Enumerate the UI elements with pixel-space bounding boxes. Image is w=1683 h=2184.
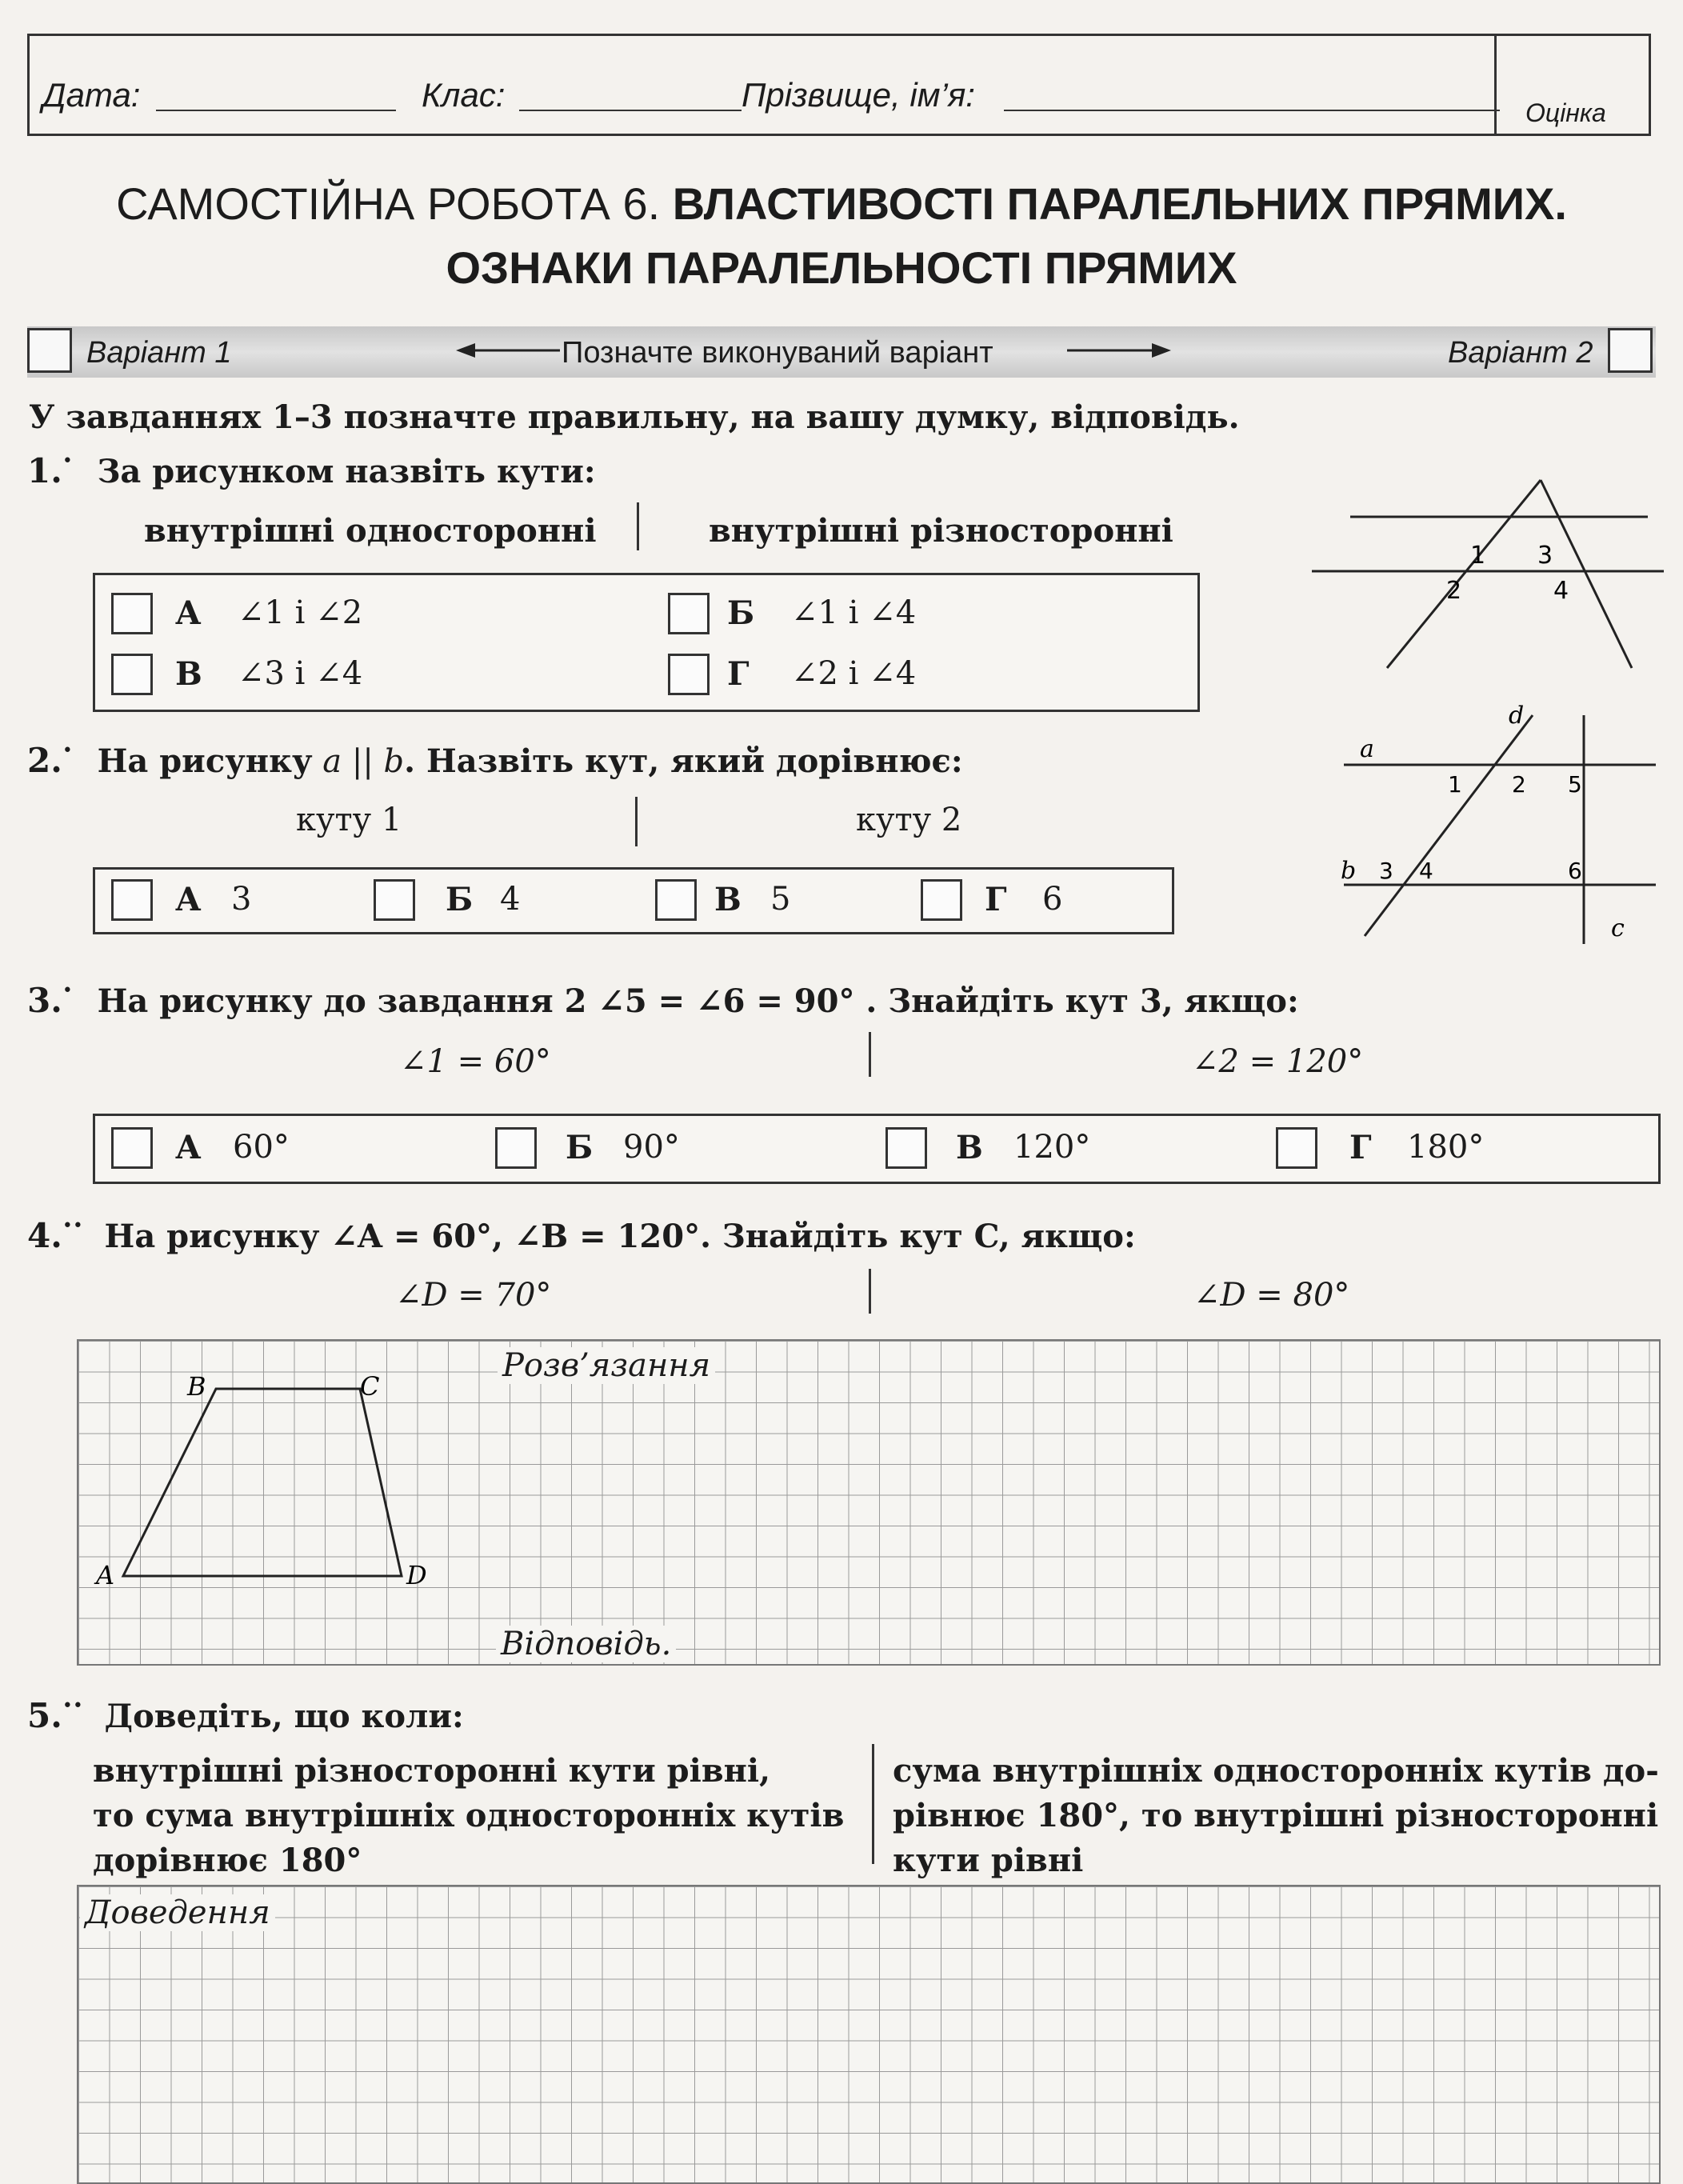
q1-label-2: 2 <box>1446 577 1462 605</box>
q2-label-5: 5 <box>1568 771 1582 798</box>
q3-option-a-letter: А <box>175 1129 202 1166</box>
q1-option-a-letter: А <box>175 594 202 632</box>
arrow-right-icon <box>1067 341 1171 360</box>
q5-variant-2-line-1: сума внутрішніх односторонніх кутів до- <box>893 1752 1659 1790</box>
variant-2-checkbox[interactable] <box>1608 328 1653 373</box>
q4-text: На рисунку ∠A = 60°, ∠B = 120°. Знайдіть кут C, якщо: <box>104 1218 1136 1255</box>
q2-label-6: 6 <box>1568 858 1582 884</box>
q3-option-a-checkbox[interactable] <box>111 1127 153 1169</box>
date-label: Дата: <box>42 76 141 114</box>
q5-proof-label: Доведення <box>80 1894 275 1931</box>
q3-text: На рисунку до завдання 2 ∠5 = ∠6 = 90° . Знайдіть кут 3, якщо: <box>97 982 1299 1020</box>
q5-number: 5. <box>27 1696 62 1735</box>
date-field[interactable] <box>156 110 396 111</box>
q3-option-a-text: 60° <box>233 1129 290 1166</box>
q1-separator <box>637 502 639 550</box>
q5-proof-grid[interactable] <box>77 1885 1661 2184</box>
variant-1-checkbox[interactable] <box>27 328 72 373</box>
q3-number: 3. <box>27 981 62 1020</box>
q3-options <box>93 1114 1661 1184</box>
variant-instruction: Позначте виконуваний варіант <box>562 336 993 370</box>
q2-option-c-letter: В <box>714 881 742 918</box>
q2-option-a-checkbox[interactable] <box>111 879 153 921</box>
title-prefix: САМОСТІЙНА РОБОТА 6. <box>116 178 661 229</box>
q5-variant-1-line-3: дорівнює 180° <box>93 1842 362 1879</box>
header-box <box>27 34 1651 136</box>
q4-label-d: D <box>406 1560 427 1590</box>
q4-label-a: A <box>96 1560 115 1590</box>
q2-options <box>93 867 1174 934</box>
q4-label-b: B <box>187 1371 206 1402</box>
q1-line-transversal-2 <box>1541 480 1632 668</box>
q1-option-c-text: ∠3 і ∠4 <box>238 655 363 692</box>
q2-label-2: 2 <box>1512 771 1526 798</box>
q5-variant-1-line-2: то сума внутрішніх односторонніх кутів <box>93 1797 845 1834</box>
q2-label-d: d <box>1509 702 1525 730</box>
q2-label-a: a <box>1360 735 1374 763</box>
q2-variant-2: куту 2 <box>856 802 962 838</box>
q2-option-a-text: 3 <box>231 881 252 918</box>
q4-solution-label: Розв’язання <box>498 1347 715 1384</box>
q5-variant-2 <box>893 1749 1659 1883</box>
q2-condition: a || b <box>322 743 405 780</box>
q5-variant-2-line-3: кути рівні <box>893 1842 1084 1879</box>
q3-variant-2: ∠2 = 120° <box>1192 1043 1364 1080</box>
q5-variant-2-line-2: рівнює 180°, то внутрішні різносторонні <box>893 1797 1659 1834</box>
q2-heading: 2.• На рисунку a || b. Назвіть кут, який дорівнює: <box>27 741 963 780</box>
q3-option-b-letter: Б <box>566 1129 594 1166</box>
q2-label-c: c <box>1611 914 1625 942</box>
q2-option-d-letter: Г <box>985 881 1007 918</box>
q2-label-b: b <box>1341 857 1357 885</box>
q2-label-1: 1 <box>1448 771 1462 798</box>
q2-option-b-letter: Б <box>446 881 474 918</box>
q2-line-d <box>1365 715 1533 936</box>
q3-heading: 3.• На рисунку до завдання 2 ∠5 = ∠6 = 90° . Знайдіть кут 3, якщо: <box>27 981 1299 1020</box>
q4-label-c: C <box>360 1371 380 1402</box>
q1-option-d-checkbox[interactable] <box>668 654 710 695</box>
class-label: Клас: <box>422 76 506 114</box>
q2-figure <box>1341 702 1672 944</box>
q1-option-b-text: ∠1 і ∠4 <box>791 594 917 631</box>
q2-option-b-text: 4 <box>500 881 521 918</box>
q1-variant-1: внутрішні односторонні <box>144 512 597 550</box>
q1-text: За рисунком назвіть кути: <box>97 453 596 490</box>
name-label: Прізвище, ім’я: <box>742 76 975 114</box>
q1-option-b-checkbox[interactable] <box>668 593 710 634</box>
q2-number: 2. <box>27 741 62 780</box>
q2-variant-1: куту 1 <box>296 802 402 838</box>
q1-label-3: 3 <box>1537 542 1553 570</box>
q1-line-transversal-1 <box>1387 480 1541 668</box>
title-main: ВЛАСТИВОСТІ ПАРАЛЕЛЬНИХ ПРЯМИХ. <box>672 178 1567 229</box>
class-field[interactable] <box>519 110 742 111</box>
q3-option-b-text: 90° <box>623 1129 680 1166</box>
variant-1-label: Варіант 1 <box>86 336 232 370</box>
q1-label-4: 4 <box>1553 577 1569 605</box>
page-subtitle: ОЗНАКИ ПАРАЛЕЛЬНОСТІ ПРЯМИХ <box>446 242 1237 293</box>
q3-option-c-text: 120° <box>1013 1129 1091 1166</box>
q4-variant-2: ∠D = 80° <box>1193 1277 1350 1314</box>
intro-text: У завданнях 1–3 позначте правильну, на вашу думку, відповідь. <box>29 398 1240 436</box>
q2-option-a-letter: А <box>175 881 202 918</box>
q4-trapezoid-figure <box>88 1360 456 1592</box>
q3-option-c-checkbox[interactable] <box>885 1127 927 1169</box>
q3-option-d-checkbox[interactable] <box>1276 1127 1317 1169</box>
q4-trapezoid <box>123 1389 402 1576</box>
q1-options <box>93 573 1200 712</box>
q3-option-c-letter: В <box>956 1129 983 1166</box>
q1-option-b-letter: Б <box>727 594 755 632</box>
q5-variant-1-line-1: внутрішні різносторонні кути рівні, <box>93 1752 771 1790</box>
grade-box[interactable] <box>1494 36 1649 134</box>
variant-2-label: Варіант 2 <box>1448 336 1593 370</box>
q5-separator <box>872 1744 874 1864</box>
q5-text: Доведіть, що коли: <box>104 1698 464 1735</box>
q3-option-d-text: 180° <box>1407 1129 1485 1166</box>
q3-separator <box>869 1032 871 1077</box>
q2-option-b-checkbox[interactable] <box>374 879 415 921</box>
q1-label-1: 1 <box>1470 542 1486 570</box>
q2-option-d-text: 6 <box>1042 881 1063 918</box>
q1-variant-2: внутрішні різносторонні <box>709 512 1173 550</box>
arrow-left-icon <box>456 341 560 360</box>
q4-variant-1: ∠D = 70° <box>395 1277 552 1314</box>
q2-option-d-checkbox[interactable] <box>921 879 962 921</box>
page-title <box>0 178 1683 230</box>
q1-option-d-letter: Г <box>727 655 750 693</box>
variant-bar <box>27 326 1656 378</box>
q1-option-a-checkbox[interactable] <box>111 593 153 634</box>
q1-option-c-checkbox[interactable] <box>111 654 153 695</box>
q2-separator <box>635 797 638 846</box>
q2-text-after: . Назвіть кут, який дорівнює: <box>404 742 963 780</box>
q3-variant-1: ∠1 = 60° <box>400 1043 551 1080</box>
q4-answer-label: Відповідь. <box>496 1626 676 1662</box>
q4-separator <box>869 1269 871 1314</box>
q1-option-c-letter: В <box>175 655 202 693</box>
q1-option-d-text: ∠2 і ∠4 <box>791 655 917 692</box>
grade-label: Оцінка <box>1525 98 1606 127</box>
q2-label-3: 3 <box>1379 858 1393 884</box>
q2-option-c-text: 5 <box>770 881 791 918</box>
q1-number: 1. <box>27 451 62 490</box>
q2-option-c-checkbox[interactable] <box>655 879 697 921</box>
q1-figure <box>1312 464 1664 680</box>
q4-number: 4. <box>27 1216 62 1255</box>
name-field[interactable] <box>1004 110 1500 111</box>
q3-option-b-checkbox[interactable] <box>495 1127 537 1169</box>
q4-heading: 4.•• На рисунку ∠A = 60°, ∠B = 120°. Знайдіть кут C, якщо: <box>27 1216 1136 1255</box>
q1-option-a-text: ∠1 і ∠2 <box>238 594 363 631</box>
q2-text-before: На рисунку <box>97 742 313 780</box>
q5-variant-1 <box>93 1749 844 1883</box>
q2-label-4: 4 <box>1419 858 1433 884</box>
q5-heading: 5.•• Доведіть, що коли: <box>27 1696 464 1735</box>
q1-heading: 1.• За рисунком назвіть кути: <box>27 451 596 490</box>
q3-option-d-letter: Г <box>1349 1129 1372 1166</box>
